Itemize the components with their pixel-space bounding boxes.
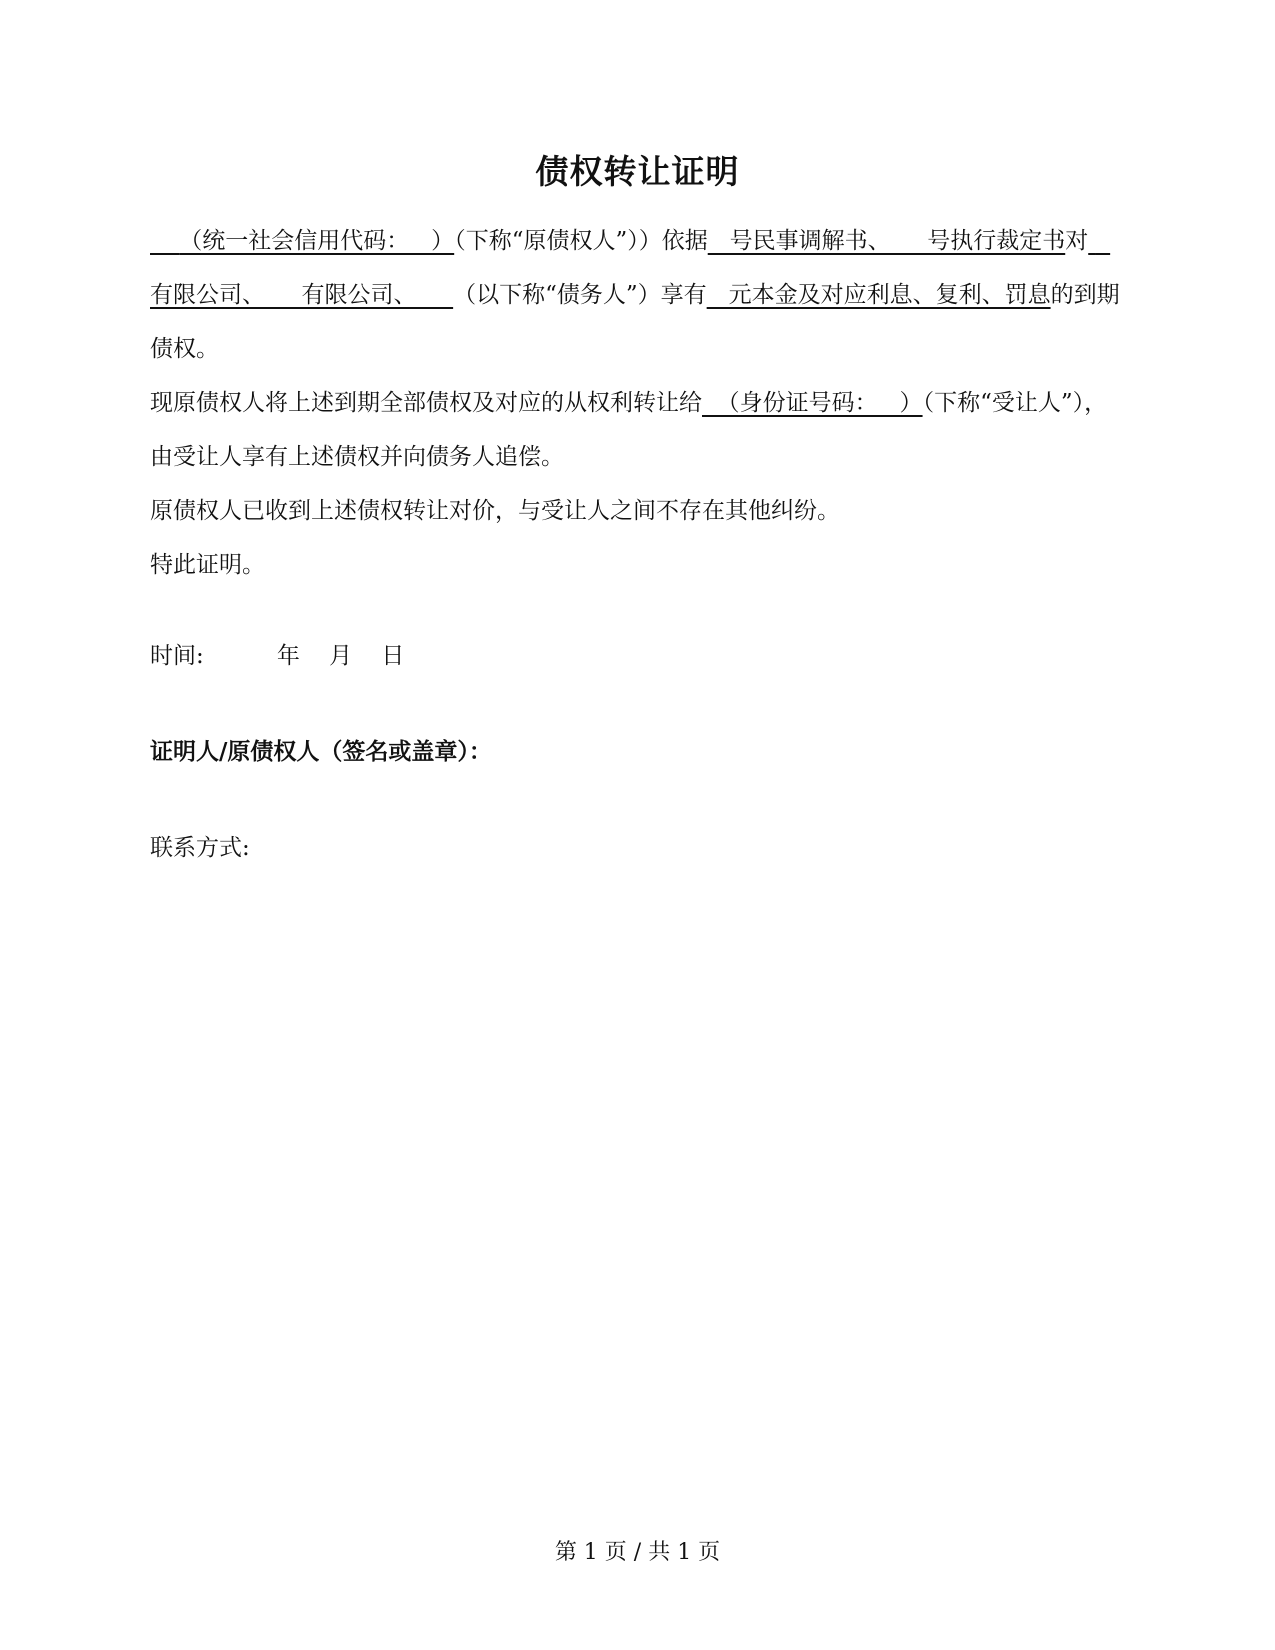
paragraph-transfer — [150, 376, 1120, 484]
text-segment: 对 — [1065, 228, 1089, 254]
contact-line: 联系方式: — [150, 835, 250, 861]
paragraph-closing: 特此证明。 — [150, 552, 265, 578]
document-body — [150, 214, 1120, 592]
paragraph-original-creditor — [150, 214, 1120, 376]
signature-line: 证明人/原债权人（签名或盖章）： — [150, 738, 492, 765]
blank-principal-amount: 元本金及对应利息、复利、罚息 — [706, 282, 1051, 308]
text-segment: （下称“原债权人”））依据 — [454, 228, 708, 254]
document-title: 债权转让证明 — [535, 152, 740, 191]
text-segment: 现原债权人将上述到期全部债权及对应的从权利转让给 — [150, 390, 702, 416]
text-segment: （下称“受让人”），由受让人享有上述债权并向债务人追偿。 — [150, 390, 1108, 470]
page-footer: 第 1 页 / 共 1 页 — [554, 1540, 721, 1565]
text-segment: （以下称“债务人”）享有 — [453, 282, 707, 308]
blank-assignee-id: （身份证号码： ） — [702, 390, 923, 416]
text-segment: 的到期债权。 — [150, 282, 1120, 362]
paragraph-consideration: 原债权人已收到上述债权转让对价，与受让人之间不存在其他纠纷。 — [150, 498, 840, 524]
blank-creditor-name: （统一社会信用代码： ） — [150, 228, 455, 254]
blank-debtor-companies: 有限公司、 有限公司、 — [150, 228, 1111, 308]
date-line: 时间: 年 月 日 — [150, 643, 405, 669]
blank-mediation-document-number: 号民事调解书、 号执行裁定书 — [707, 228, 1066, 254]
